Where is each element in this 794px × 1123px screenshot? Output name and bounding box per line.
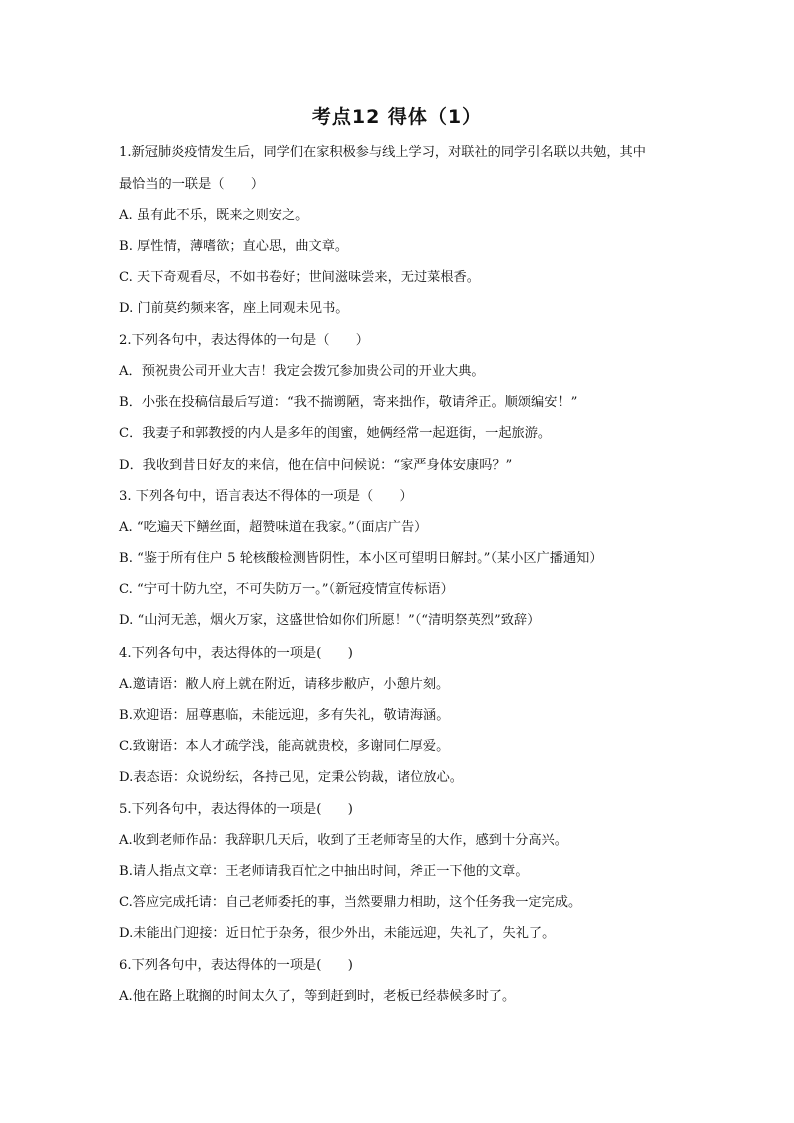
q1-stem-line2: 最恰当的一联是（ ）: [119, 177, 265, 192]
q5-option-b: B.请人指点文章：王老师请我百忙之中抽出时间，斧正一下他的文章。: [119, 864, 529, 879]
q1-option-b: B. 厚性情，薄嗜欲；直心思，曲文章。: [119, 239, 349, 254]
q1-option-d: D. 门前莫约频来客，座上同观未见书。: [119, 301, 349, 316]
q4-option-c: C.致谢语：本人才疏学浅，能高就贵校，多谢同仁厚爱。: [119, 739, 450, 754]
q3-stem: 3. 下列各句中，语言表达不得体的一项是（ ）: [119, 489, 413, 504]
q3-option-b: B. “鉴于所有住户 5 轮核酸检测皆阴性，本小区可望明日解封。”（某小区广播通知）: [119, 551, 603, 566]
q6-stem: 6.下列各句中，表达得体的一项是( ): [119, 958, 353, 973]
q3-option-a: A. “吃遍天下鳝丝面，超赞味道在我家。”（面店广告）: [119, 520, 428, 535]
q2-option-b: B．小张在投稿信最后写道：“我不揣谫陋，寄来拙作，敬请斧正。顺颂编安！”: [119, 395, 578, 410]
q3-option-c: C. “宁可十防九空，不可失防万一。”（新冠疫情宣传标语）: [119, 582, 454, 597]
q3-option-d: D. “山河无恙，烟火万家，这盛世恰如你们所愿！”（“清明祭英烈”致辞）: [119, 613, 541, 628]
q5-option-a: A.收到老师作品：我辞职几天后，收到了王老师寄呈的大作，感到十分高兴。: [119, 833, 568, 848]
q5-option-c: C.答应完成托请：自己老师委托的事，当然要鼎力相助，这个任务我一定完成。: [119, 895, 582, 910]
q1-stem-line1: 1.新冠肺炎疫情发生后，同学们在家积极参与线上学习，对联社的同学引名联以共勉，其中: [119, 145, 646, 160]
q2-option-a: A．预祝贵公司开业大吉！我定会拨冗参加贵公司的开业大典。: [119, 364, 485, 379]
q5-option-d: D.未能出门迎接：近日忙于杂务，很少外出，未能远迎，失礼了，失礼了。: [119, 926, 556, 941]
q2-option-c: C．我妻子和郭教授的内人是多年的闺蜜，她俩经常一起逛街，一起旅游。: [119, 426, 552, 441]
q2-option-d: D．我收到昔日好友的来信，他在信中问候说：“家严身体安康吗？”: [119, 458, 513, 473]
q4-option-a: A.邀请语：敝人府上就在附近，请移步敝庐，小憩片刻。: [119, 677, 450, 692]
q1-option-c: C. 天下奇观看尽，不如书卷好；世间滋味尝来，无过菜根香。: [119, 270, 480, 285]
q4-option-b: B.欢迎语：屈尊惠临，未能远迎，多有失礼，敬请海涵。: [119, 708, 450, 723]
q6-option-a: A.他在路上耽搁的时间太久了，等到赶到时，老板已经恭候多时了。: [119, 989, 516, 1004]
q2-stem: 2.下列各句中，表达得体的一句是（ ）: [119, 333, 369, 348]
q5-stem: 5.下列各句中，表达得体的一项是( ): [119, 802, 353, 817]
q4-option-d: D.表态语：众说纷纭，各持己见，定秉公钧裁，诸位放心。: [119, 770, 463, 785]
page-title: 考点12 得体（1）: [311, 106, 483, 128]
q4-stem: 4.下列各句中，表达得体的一项是( ): [119, 646, 353, 661]
q1-option-a: A. 虽有此不乐，既来之则安之。: [119, 208, 309, 223]
